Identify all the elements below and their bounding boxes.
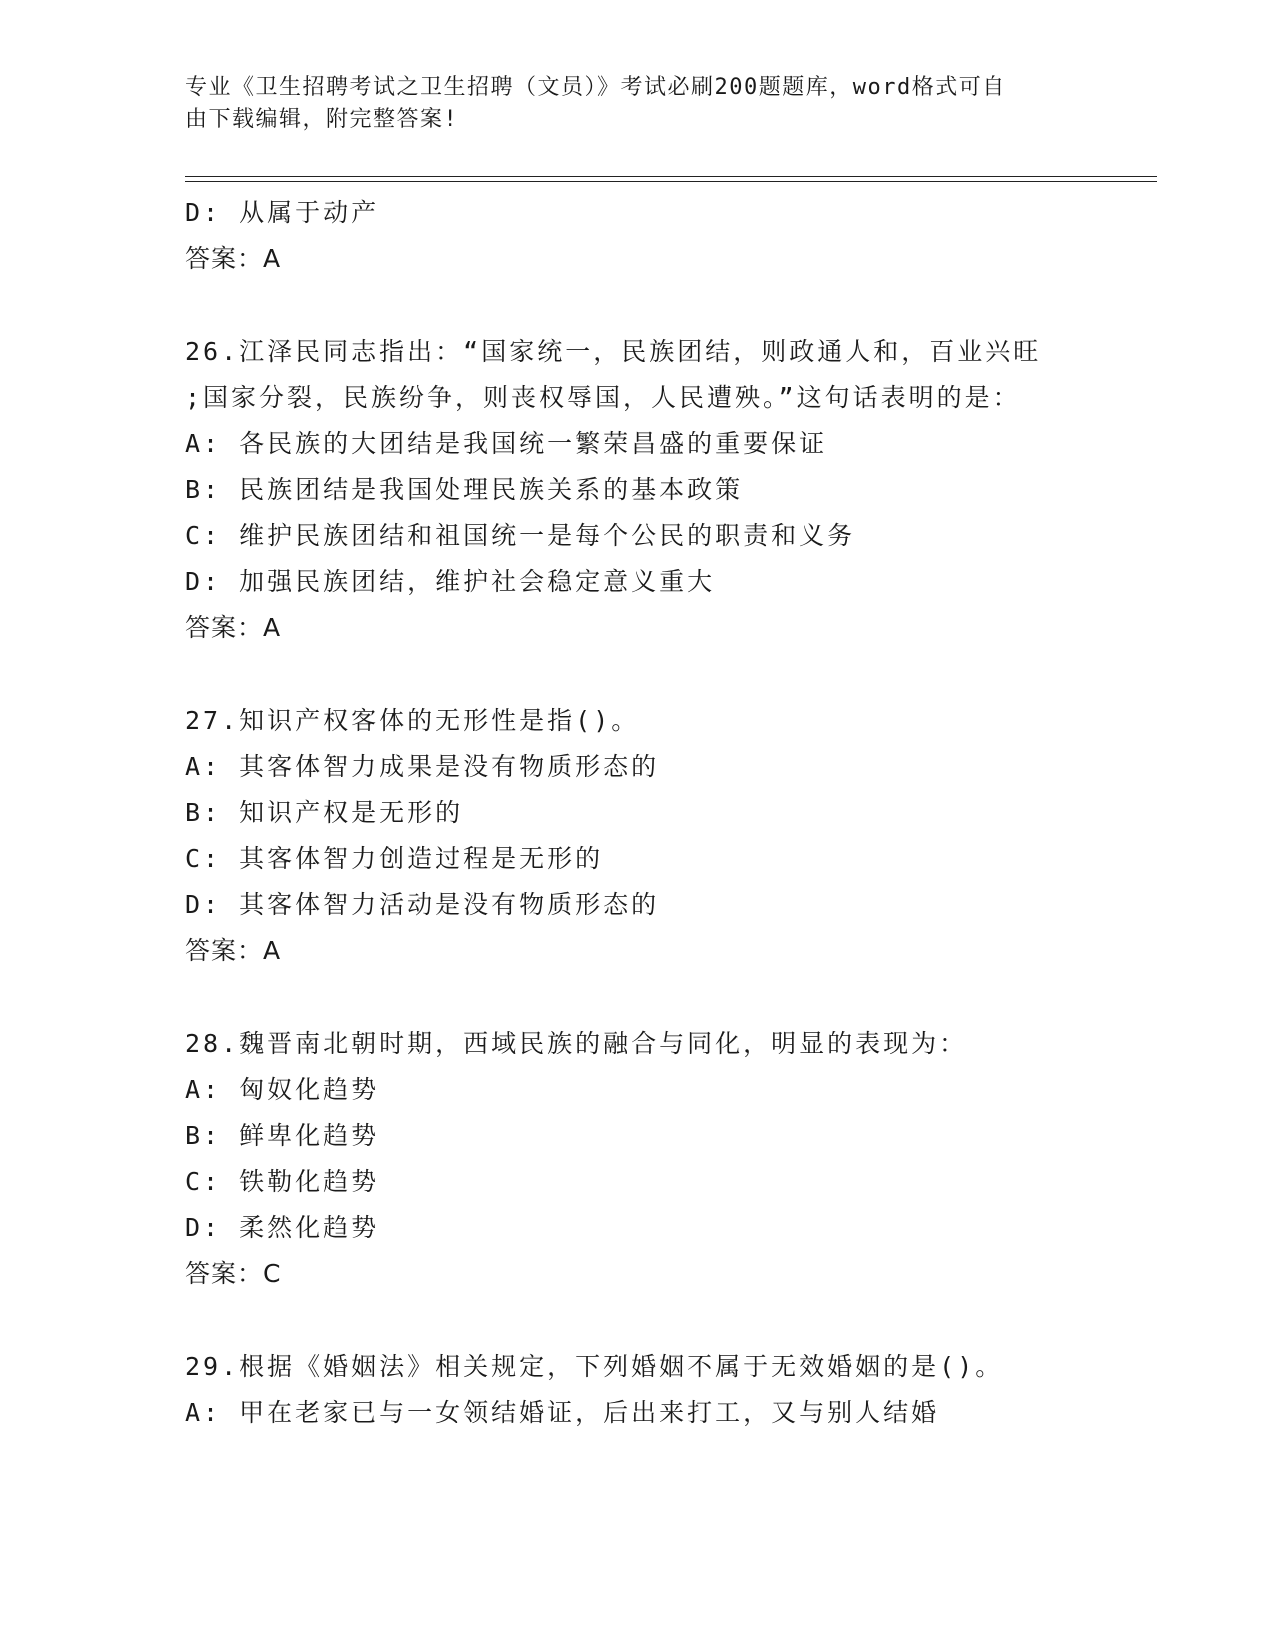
spacer bbox=[185, 1297, 1145, 1344]
option-b: B: 鲜卑化趋势 bbox=[185, 1121, 380, 1150]
answer-line: 答案：A bbox=[185, 244, 282, 273]
question-stem-continued: ;国家分裂，民族纷争，则丧权辱国，人民遭殃。”这句话表明的是： bbox=[185, 383, 1021, 412]
option-a: A: 各民族的大团结是我国统一繁荣昌盛的重要保证 bbox=[185, 429, 828, 458]
option-c: C: 其客体智力创造过程是无形的 bbox=[185, 844, 604, 873]
option-d: D: 从属于动产 bbox=[185, 198, 380, 227]
question-stem: 26.江泽民同志指出：“国家统一，民族团结，则政通人和，百业兴旺 bbox=[185, 337, 1042, 366]
option-d: D: 其客体智力活动是没有物质形态的 bbox=[185, 890, 660, 919]
option-c: C: 铁勒化趋势 bbox=[185, 1167, 380, 1196]
header-line-1: 专业《卫生招聘考试之卫生招聘（文员）》考试必刷200题题库，word格式可自 bbox=[185, 75, 1006, 100]
question-27 bbox=[185, 698, 1145, 974]
question-stem: 29.根据《婚姻法》相关规定，下列婚姻不属于无效婚姻的是()。 bbox=[185, 1352, 1004, 1381]
document-header bbox=[185, 72, 1065, 136]
question-stem: 27.知识产权客体的无形性是指()。 bbox=[185, 706, 640, 735]
answer-line: 答案：A bbox=[185, 613, 282, 642]
header-line-2: 由下载编辑，附完整答案! bbox=[185, 107, 459, 132]
answer-line: 答案：C bbox=[185, 1259, 282, 1288]
spacer bbox=[185, 282, 1145, 329]
option-a: A: 其客体智力成果是没有物质形态的 bbox=[185, 752, 660, 781]
question-stem: 28.魏晋南北朝时期，西域民族的融合与同化，明显的表现为： bbox=[185, 1029, 968, 1058]
question-list bbox=[185, 190, 1145, 1436]
option-d: D: 柔然化趋势 bbox=[185, 1213, 380, 1242]
question-28 bbox=[185, 1021, 1145, 1297]
option-d: D: 加强民族团结，维护社会稳定意义重大 bbox=[185, 567, 716, 596]
option-b: B: 知识产权是无形的 bbox=[185, 798, 464, 827]
header-divider-top bbox=[185, 176, 1157, 177]
question-29 bbox=[185, 1344, 1145, 1436]
question-26 bbox=[185, 329, 1145, 651]
spacer bbox=[185, 651, 1145, 698]
spacer bbox=[185, 974, 1145, 1021]
option-a: A: 甲在老家已与一女领结婚证，后出来打工，又与别人结婚 bbox=[185, 1398, 940, 1427]
option-c: C: 维护民族团结和祖国统一是每个公民的职责和义务 bbox=[185, 521, 856, 550]
header-divider-bottom bbox=[185, 181, 1157, 182]
option-b: B: 民族团结是我国处理民族关系的基本政策 bbox=[185, 475, 744, 504]
option-a: A: 匈奴化趋势 bbox=[185, 1075, 380, 1104]
answer-line: 答案：A bbox=[185, 936, 282, 965]
